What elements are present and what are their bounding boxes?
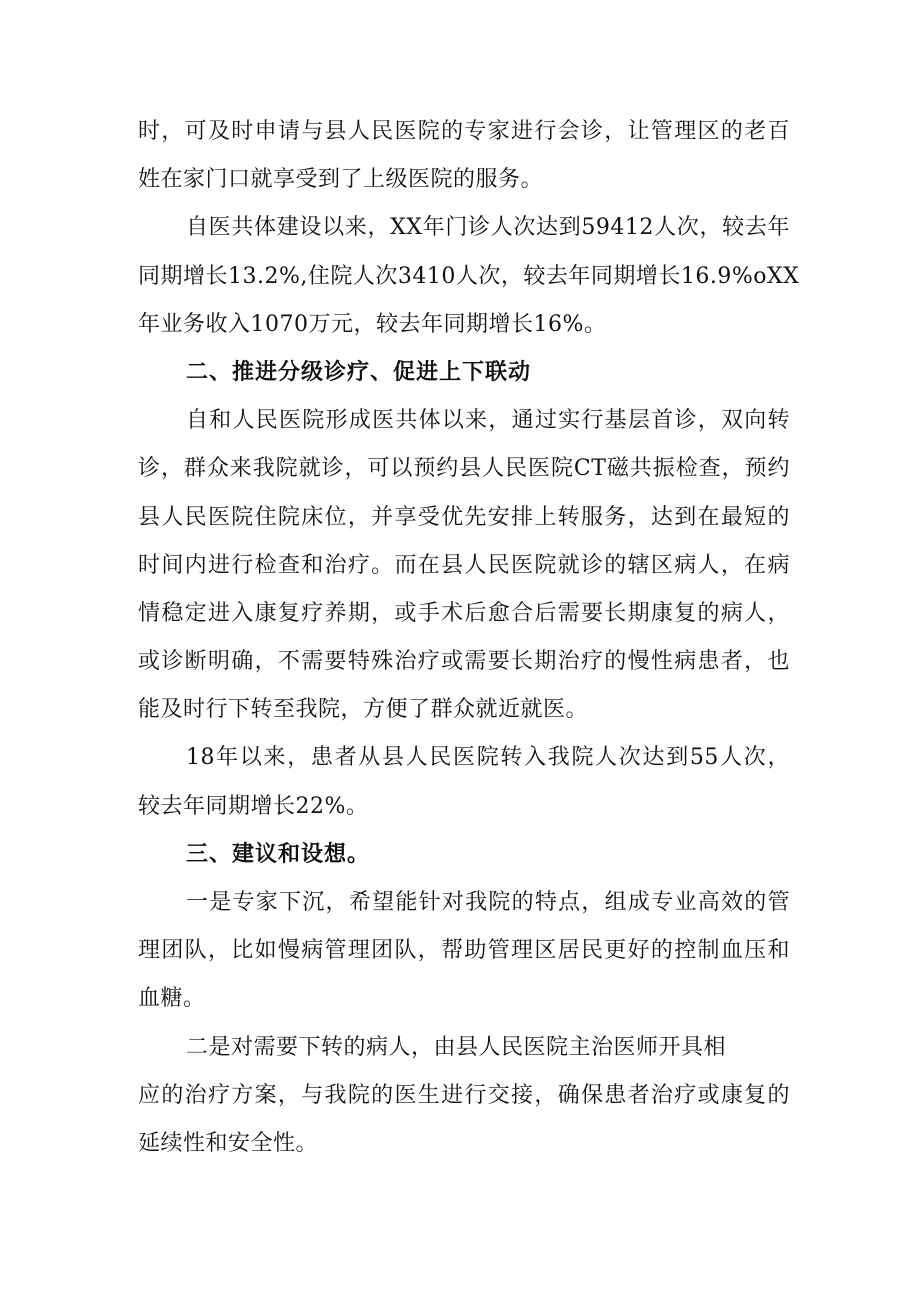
paragraph-line: 或诊断明确，不需要特殊治疗或需要长期治疗的慢性病患者，也	[138, 649, 790, 675]
paragraph-line: 血糖。	[138, 986, 206, 1012]
paragraph-line: 18年以来，患者从县人民医院转入我院人次达到55人次，	[186, 745, 790, 771]
paragraph-line: 县人民医院住院床位，并享受优先安排上转服务，达到在最短的	[138, 504, 790, 530]
paragraph-line: 诊，群众来我院就诊，可以预约县人民医院CT磁共振检查，预约	[138, 456, 790, 482]
paragraph-line: 延续性和安全性。	[138, 1130, 319, 1156]
paragraph-line: 应的治疗方案，与我院的医生进行交接，确保患者治疗或康复的	[138, 1082, 790, 1108]
section-heading: 三、建议和设想。	[186, 841, 371, 867]
paragraph-line: 姓在家门口就享受到了上级医院的服务。	[138, 167, 544, 193]
paragraph-line: 自和人民医院形成医共体以来，通过实行基层首诊，双向转	[186, 408, 790, 434]
paragraph-line: 一是专家下沉，希望能针对我院的特点，组成专业高效的管	[186, 890, 790, 915]
paragraph-line: 二是对需要下转的病人，由县人民医院主治医师开具相	[186, 1034, 727, 1060]
paragraph-line: 自医共体建设以来，XX年门诊人次达到59412人次，较去年	[186, 215, 790, 241]
paragraph-line: 情稳定进入康复疗养期，或手术后愈合后需要长期康复的病人，	[138, 600, 790, 626]
paragraph-line: 同期增长13.2%,住院人次3410人次，较去年同期增长16.9%oXX	[138, 263, 800, 289]
paragraph-line: 较去年同期增长22%。	[138, 793, 369, 819]
paragraph-line: 能及时行下转至我院，方便了群众就近就医。	[138, 697, 589, 723]
paragraph-line: 年业务收入1070万元，较去年同期增长16%。	[138, 311, 607, 337]
document-page	[138, 108, 800, 1168]
paragraph-line: 时，可及时申请与县人民医院的专家进行会诊，让管理区的老百	[138, 119, 790, 144]
section-heading: 二、推进分级诊疗、促进上下联动	[186, 359, 532, 385]
paragraph-line: 时间内进行检查和治疗。而在县人民医院就诊的辖区病人，在病	[138, 552, 790, 578]
paragraph-line: 理团队，比如慢病管理团队，帮助管理区居民更好的控制血压和	[138, 938, 790, 964]
